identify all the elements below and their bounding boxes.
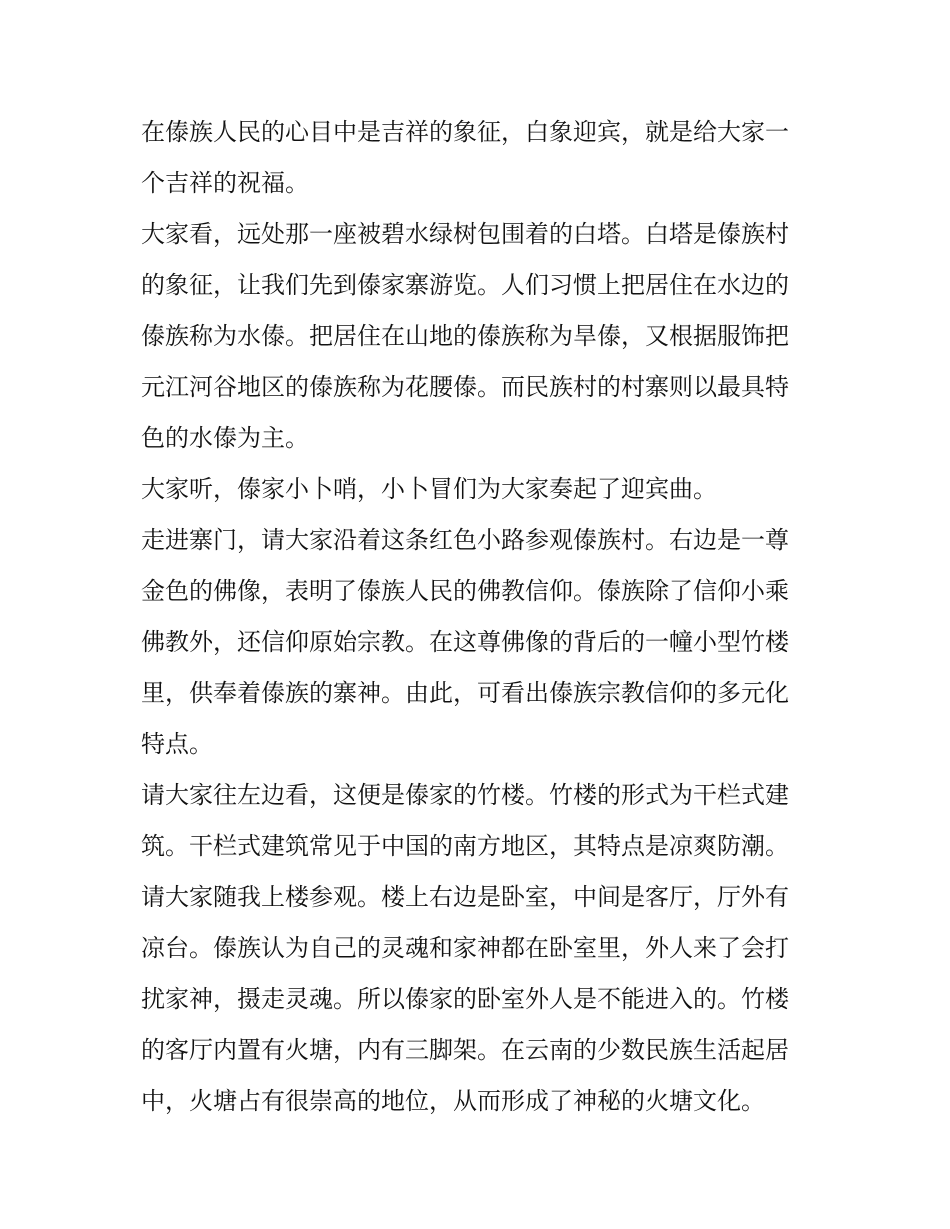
text-line: 里，供奉着傣族的寨神。由此，可看出傣族宗教信仰的多元化 [141,679,789,707]
text-line: 元江河谷地区的傣族称为花腰傣。而民族村的村寨则以最具特 [141,373,789,401]
text-line: 大家看，远处那一座被碧水绿树包围着的白塔。白塔是傣族村 [141,220,789,248]
text-line: 傣族称为水傣。把居住在山地的傣族称为旱傣，又根据服饰把 [141,322,789,350]
text-line: 色的水傣为主。 [141,424,309,452]
text-line: 筑。干栏式建筑常见于中国的南方地区，其特点是凉爽防潮。 [141,832,789,860]
text-line: 大家听，傣家小卜哨，小卜冒们为大家奏起了迎宾曲。 [141,475,717,503]
text-line: 请大家随我上楼参观。楼上右边是卧室，中间是客厅，厅外有 [141,883,789,911]
text-line: 凉台。傣族认为自己的灵魂和家神都在卧室里，外人来了会打 [141,934,789,962]
text-line: 佛教外，还信仰原始宗教。在这尊佛像的背后的一幢小型竹楼 [141,628,789,656]
text-line: 中，火塘占有很崇高的地位，从而形成了神秘的火塘文化。 [141,1087,765,1115]
text-line: 扰家神，摄走灵魂。所以傣家的卧室外人是不能进入的。竹楼 [141,985,789,1013]
text-line: 请大家往左边看，这便是傣家的竹楼。竹楼的形式为干栏式建 [141,781,789,809]
text-line: 的象征，让我们先到傣家寨游览。人们习惯上把居住在水边的 [141,271,789,299]
text-line: 走进寨门，请大家沿着这条红色小路参观傣族村。右边是一尊 [141,526,789,554]
text-line: 个吉祥的祝福。 [141,169,309,197]
text-line: 金色的佛像，表明了傣族人民的佛教信仰。傣族除了信仰小乘 [141,577,789,605]
text-line: 在傣族人民的心目中是吉祥的象征，白象迎宾，就是给大家一 [141,118,789,146]
text-line: 的客厅内置有火塘，内有三脚架。在云南的少数民族生活起居 [141,1036,789,1064]
body-text [141,107,813,1127]
text-line: 特点。 [141,730,213,758]
